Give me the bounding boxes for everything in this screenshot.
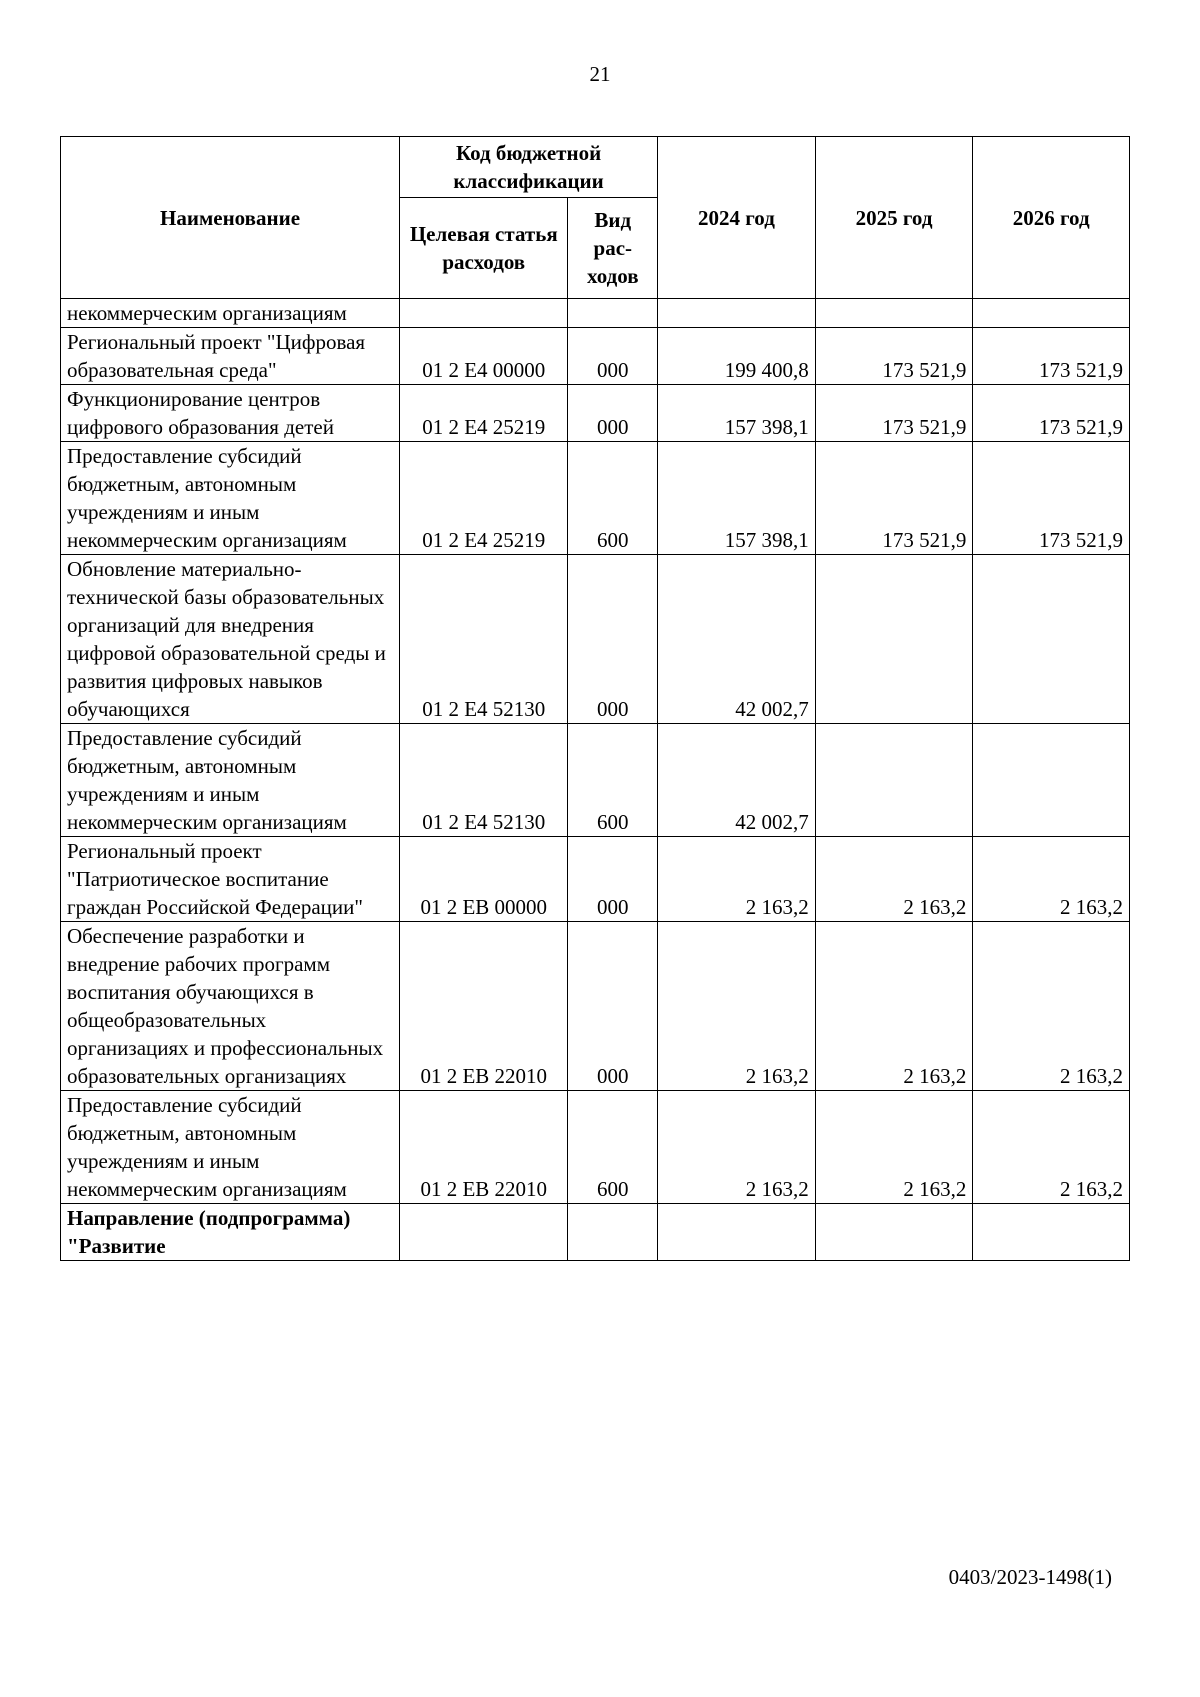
- row-2024-cell: 2 163,2: [658, 1091, 816, 1204]
- row-2025-cell: 173 521,9: [815, 442, 973, 555]
- row-type-cell: 600: [568, 442, 658, 555]
- row-2026-cell: 2 163,2: [973, 1091, 1130, 1204]
- row-type-cell: 600: [568, 724, 658, 837]
- table-row: [61, 385, 1130, 442]
- row-2025-cell: 173 521,9: [815, 328, 973, 385]
- row-2024-cell: [658, 299, 816, 328]
- page-number: 21: [589, 62, 611, 86]
- table-row: [61, 299, 1130, 328]
- row-2024-cell: 2 163,2: [658, 922, 816, 1091]
- table-row: [61, 1204, 1130, 1261]
- row-2026-cell: 2 163,2: [973, 837, 1130, 922]
- table-row: [61, 922, 1130, 1091]
- header-2024: 2024 год: [658, 137, 816, 299]
- header-2025: 2025 год: [815, 137, 973, 299]
- row-2024-cell: 157 398,1: [658, 385, 816, 442]
- row-2026-cell: [973, 299, 1130, 328]
- row-2025-cell: [815, 1204, 973, 1261]
- row-name-cell: Предоставление субсидий бюджетным, автономным учреждениям и иным некоммерческим организациям: [61, 724, 400, 837]
- table-row: [61, 1091, 1130, 1204]
- row-name-cell: Предоставление субсидий бюджетным, автономным учреждениям и иным некоммерческим организациям: [61, 442, 400, 555]
- table-row: [61, 328, 1130, 385]
- row-code-cell: 01 2 ЕВ 22010: [400, 922, 568, 1091]
- row-name-cell: Обеспечение разработки и внедрение рабочих программ воспитания обучающихся в общеобразовательных организациях и профессиональных образовательных организациях: [61, 922, 400, 1091]
- row-code-cell: 01 2 Е4 52130: [400, 555, 568, 724]
- row-2025-cell: 2 163,2: [815, 922, 973, 1091]
- table-row: [61, 724, 1130, 837]
- row-2025-cell: [815, 555, 973, 724]
- row-2024-cell: 2 163,2: [658, 837, 816, 922]
- row-2025-cell: 173 521,9: [815, 385, 973, 442]
- table-row: [61, 837, 1130, 922]
- row-code-cell: [400, 299, 568, 328]
- row-type-cell: 600: [568, 1091, 658, 1204]
- row-code-cell: [400, 1204, 568, 1261]
- row-2026-cell: [973, 555, 1130, 724]
- row-type-cell: [568, 299, 658, 328]
- row-2026-cell: [973, 724, 1130, 837]
- row-type-cell: 000: [568, 922, 658, 1091]
- row-code-cell: 01 2 ЕВ 00000: [400, 837, 568, 922]
- header-budget-code: Код бюджетной классификации: [400, 137, 658, 198]
- document-number: 0403/2023-1498(1): [948, 1565, 1112, 1589]
- budget-table: [60, 136, 1130, 1261]
- row-2026-cell: [973, 1204, 1130, 1261]
- header-expense-type: Вид рас-ходов: [568, 198, 658, 299]
- row-2026-cell: 173 521,9: [973, 385, 1130, 442]
- row-name-cell: Функционирование центров цифрового образования детей: [61, 385, 400, 442]
- row-type-cell: [568, 1204, 658, 1261]
- row-type-cell: 000: [568, 555, 658, 724]
- row-2024-cell: [658, 1204, 816, 1261]
- row-2026-cell: 2 163,2: [973, 922, 1130, 1091]
- row-name-cell: Направление (подпрограмма) "Развитие: [61, 1204, 400, 1261]
- row-name-cell: некоммерческим организациям: [61, 299, 400, 328]
- row-2025-cell: [815, 724, 973, 837]
- row-name-cell: Обновление материально-технической базы образовательных организаций для внедрения цифровой образовательной среды и развития цифровых навыков обучающихся: [61, 555, 400, 724]
- row-2025-cell: 2 163,2: [815, 837, 973, 922]
- row-2024-cell: 157 398,1: [658, 442, 816, 555]
- header-name: Наименование: [61, 137, 400, 299]
- row-2024-cell: 199 400,8: [658, 328, 816, 385]
- row-type-cell: 000: [568, 328, 658, 385]
- row-name-cell: Региональный проект "Патриотическое воспитание граждан Российской Федерации": [61, 837, 400, 922]
- table-header: [61, 137, 1130, 299]
- row-code-cell: 01 2 Е4 25219: [400, 442, 568, 555]
- row-2025-cell: 2 163,2: [815, 1091, 973, 1204]
- row-code-cell: 01 2 ЕВ 22010: [400, 1091, 568, 1204]
- table-body: [61, 299, 1130, 1261]
- row-code-cell: 01 2 Е4 00000: [400, 328, 568, 385]
- table-row: [61, 442, 1130, 555]
- row-type-cell: 000: [568, 385, 658, 442]
- row-code-cell: 01 2 Е4 25219: [400, 385, 568, 442]
- row-2025-cell: [815, 299, 973, 328]
- row-2024-cell: 42 002,7: [658, 724, 816, 837]
- row-2026-cell: 173 521,9: [973, 442, 1130, 555]
- header-2026: 2026 год: [973, 137, 1130, 299]
- table-row: [61, 555, 1130, 724]
- row-2024-cell: 42 002,7: [658, 555, 816, 724]
- row-type-cell: 000: [568, 837, 658, 922]
- header-target-article: Целевая статья расходов: [400, 198, 568, 299]
- row-code-cell: 01 2 Е4 52130: [400, 724, 568, 837]
- row-2026-cell: 173 521,9: [973, 328, 1130, 385]
- row-name-cell: Предоставление субсидий бюджетным, автономным учреждениям и иным некоммерческим организациям: [61, 1091, 400, 1204]
- row-name-cell: Региональный проект "Цифровая образовательная среда": [61, 328, 400, 385]
